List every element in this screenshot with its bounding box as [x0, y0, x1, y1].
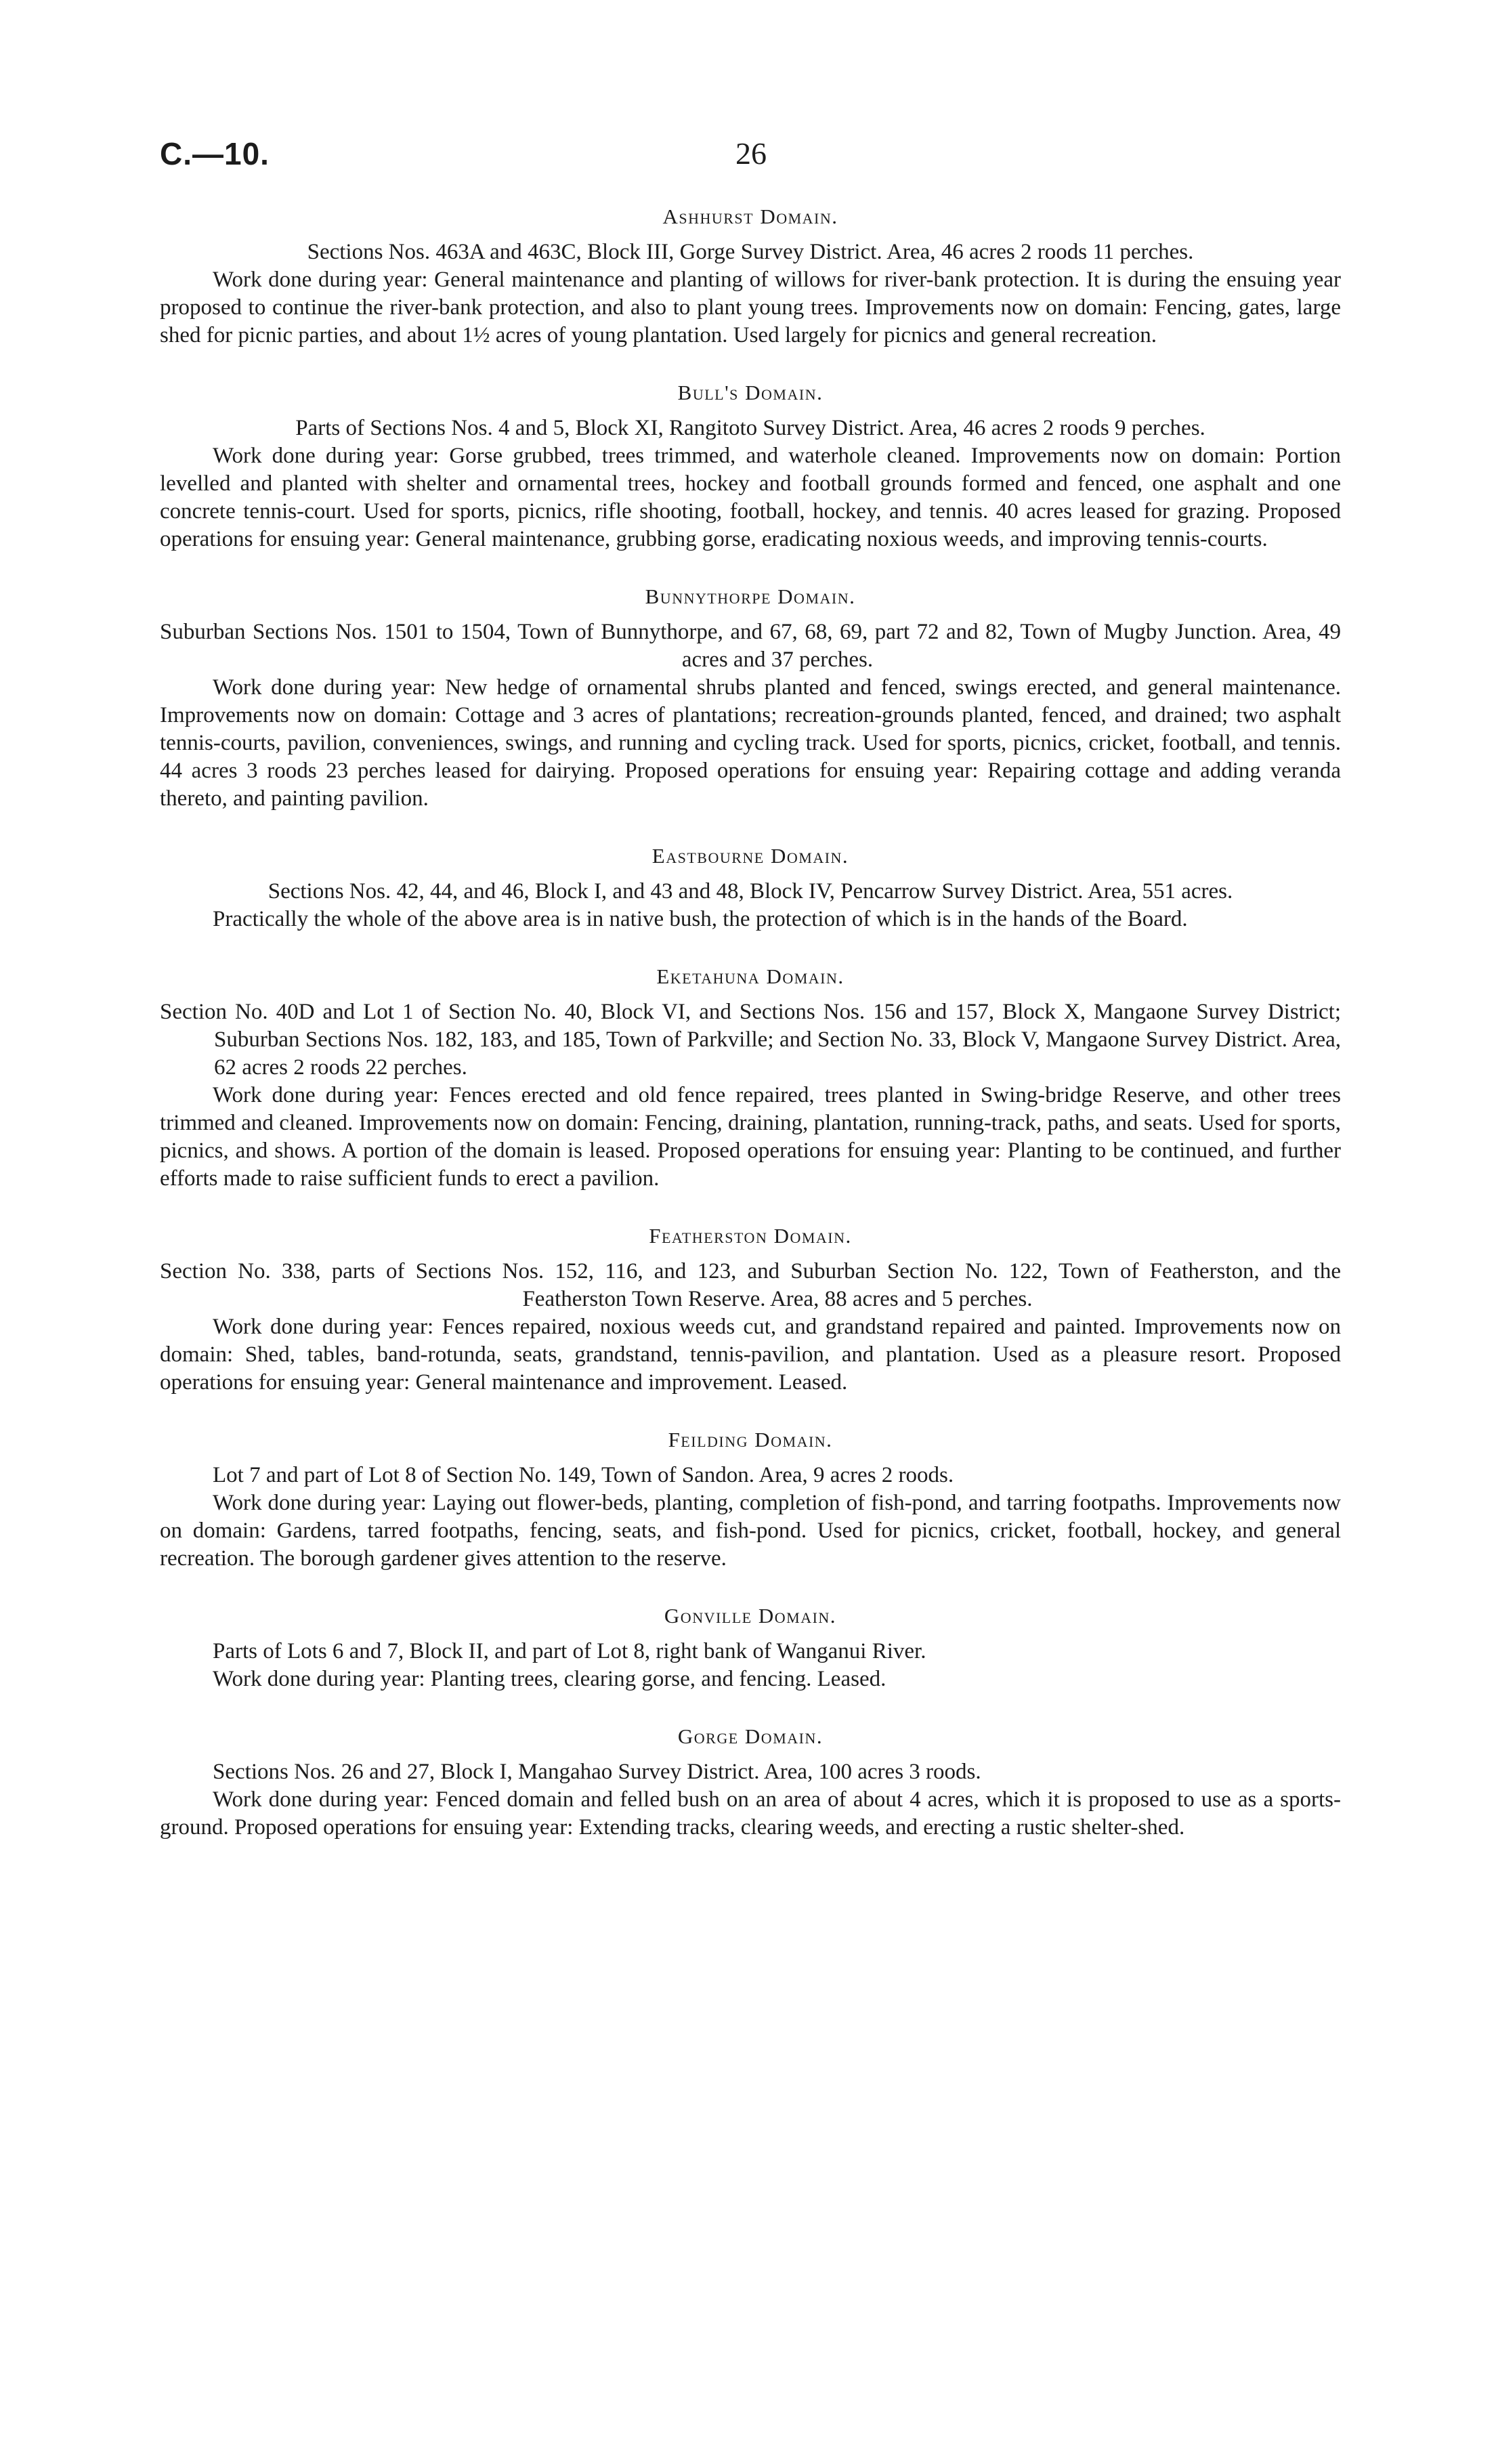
section-body: Work done during year: Fences erected and old fence repaired, trees planted in Swing-bridge Reserve, and other trees trimmed and cleaned. Improvements now on domain: Fencing, draining, plantation, running-track, paths, and seats. Used for sports, picnics, and shows. A portion of the domain is leased. Proposed operations for ensuing year: Planting to be continued, and further efforts made to raise sufficient funds to erect a pavilion.: [160, 1083, 1341, 1191]
section-title: Eastbourne Domain.: [651, 844, 849, 868]
section-title: Feilding Domain.: [668, 1428, 833, 1451]
section-gorge-domain: [160, 1723, 1341, 1842]
section-body: Practically the whole of the above area is in native bush, the protection of which is in the hands of the Board.: [213, 907, 1188, 931]
section-title: Gorge Domain.: [677, 1724, 824, 1748]
legal-description: Lot 7 and part of Lot 8 of Section No. 149, Town of Sandon. Area, 9 acres 2 roods.: [213, 1463, 954, 1487]
legal-description: Suburban Sections Nos. 1501 to 1504, Town of Bunnythorpe, and 67, 68, 69, part 72 and 82, Town of Mugby Junction. Area, 49 acres and 37 perches.: [160, 620, 1341, 672]
document-code: C.—10.: [160, 136, 270, 171]
section-body: Work done during year: New hedge of ornamental shrubs planted and fenced, swings erected, and general maintenance. Improvements now on domain: Cottage and 3 acres of plantations; recreation-grounds planted, fenced, and drained; two asphalt tennis-courts, pavilion, conveniences, swings, and running and cycling track. Used for sports, picnics, cricket, football, and tennis. 44 acres 3 roods 23 perches leased for dairying. Proposed operations for ensuing year: Repairing cottage and adding veranda thereto, and painting pavilion.: [160, 675, 1341, 811]
section-title: Gonville Domain.: [664, 1604, 837, 1628]
section-title: Eketahuna Domain.: [656, 964, 845, 988]
section-eketahuna-domain: [160, 963, 1341, 1193]
section-body: Work done during year: Planting trees, clearing gorse, and fencing. Leased.: [213, 1667, 886, 1691]
legal-description: Parts of Sections Nos. 4 and 5, Block XI, Rangitoto Survey District. Area, 46 acres 2 roods 9 perches.: [295, 416, 1205, 440]
legal-description: Parts of Lots 6 and 7, Block II, and part of Lot 8, right bank of Wanganui River.: [213, 1639, 926, 1663]
page-number: 26: [735, 136, 767, 171]
section-title: Ashhurst Domain.: [662, 205, 838, 228]
section-featherston-domain: [160, 1223, 1341, 1397]
section-title: Bull's Domain.: [677, 381, 824, 404]
legal-description: Sections Nos. 463A and 463C, Block III, Gorge Survey District. Area, 46 acres 2 roods 11 perches.: [307, 240, 1194, 264]
legal-description: Section No. 338, parts of Sections Nos. 152, 116, and 123, and Suburban Section No. 122, Town of Featherston, and the Featherston Town Reserve. Area, 88 acres and 5 perches.: [160, 1259, 1341, 1311]
section-body: Work done during year: Gorse grubbed, trees trimmed, and waterhole cleaned. Improvements now on domain: Portion levelled and planted with shelter and ornamental trees, hockey and football grounds formed and fenced, one asphalt and one concrete tennis-court. Used for sports, picnics, rifle shooting, football, hockey, and tennis. 40 acres leased for grazing. Proposed operations for ensuing year: General maintenance, grubbing gorse, eradicating noxious weeds, and improving tennis-courts.: [160, 444, 1341, 551]
section-gonville-domain: [160, 1602, 1341, 1693]
section-feilding-domain: [160, 1426, 1341, 1573]
legal-description: Section No. 40D and Lot 1 of Section No. 40, Block VI, and Sections Nos. 156 and 157, Block X, Mangaone Survey District; Suburban Sections Nos. 182, 183, and 185, Town of Parkville; and Section No. 33, Block V, Mangaone Survey District. Area, 62 acres 2 roods 22 perches.: [160, 1000, 1341, 1080]
page-content: [160, 203, 1341, 1871]
legal-description: Sections Nos. 26 and 27, Block I, Mangahao Survey District. Area, 100 acres 3 roods.: [213, 1760, 981, 1784]
section-ashhurst-domain: [160, 203, 1341, 349]
section-title: Bunnythorpe Domain.: [645, 585, 856, 608]
page-header: [160, 135, 1341, 183]
section-body: Work done during year: Fences repaired, noxious weeds cut, and grandstand repaired and painted. Improvements now on domain: Shed, tables, band-rotunda, seats, grandstand, tennis-pavilion, and plantation. Used as a pleasure resort. Proposed operations for ensuing year: General maintenance and improvement. Leased.: [160, 1315, 1341, 1395]
section-bunnythorpe-domain: [160, 583, 1341, 813]
section-bulls-domain: [160, 379, 1341, 553]
legal-description: Sections Nos. 42, 44, and 46, Block I, and 43 and 48, Block IV, Pencarrow Survey District. Area, 551 acres.: [268, 879, 1233, 904]
section-body: Work done during year: Fenced domain and felled bush on an area of about 4 acres, which it is proposed to use as a sports-ground. Proposed operations for ensuing year: Extending tracks, clearing weeds, and erecting a rustic shelter-shed.: [160, 1787, 1341, 1840]
section-body: Work done during year: Laying out flower-beds, planting, completion of fish-pond, and tarring footpaths. Improvements now on domain: Gardens, tarred footpaths, fencing, seats, and fish-pond. Used for picnics, cricket, football, hockey, and general recreation. The borough gardener gives attention to the reserve.: [160, 1491, 1341, 1571]
section-body: Work done during year: General maintenance and planting of willows for river-bank protection. It is during the ensuing year proposed to continue the river-bank protection, and also to plant young trees. Improvements now on domain: Fencing, gates, large shed for picnic parties, and about 1½ acres of young plantation. Used largely for picnics and general recreation.: [160, 268, 1341, 347]
section-title: Featherston Domain.: [649, 1224, 852, 1248]
section-eastbourne-domain: [160, 843, 1341, 933]
